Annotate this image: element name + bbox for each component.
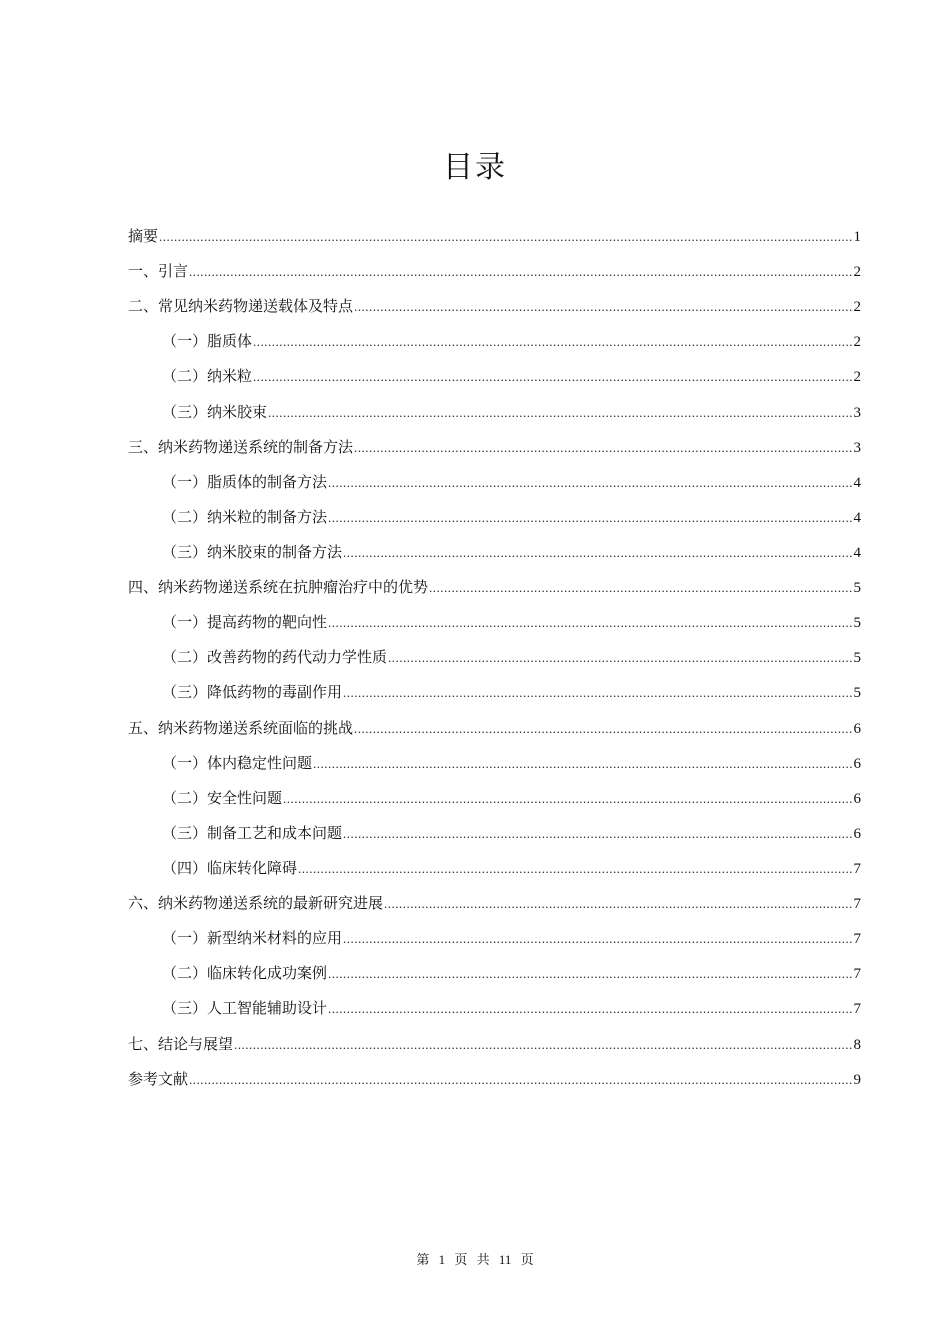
- toc-leader-dots: [343, 535, 852, 570]
- toc-leader-dots: [328, 956, 852, 991]
- toc-entry-page: 6: [853, 825, 861, 842]
- toc-entry-page: 5: [853, 580, 861, 597]
- toc-entry-title: （一）脂质体的制备方法: [162, 472, 328, 491]
- toc-entry[interactable]: [128, 746, 861, 781]
- toc-entry-title: （二）改善药物的药代动力学性质: [162, 648, 388, 667]
- toc-entry-page: 6: [853, 790, 861, 807]
- toc-entry-page: 3: [853, 404, 861, 421]
- toc-entry[interactable]: [128, 851, 861, 886]
- toc-entry[interactable]: [128, 1027, 861, 1062]
- toc-entry[interactable]: [128, 465, 861, 500]
- toc-entry[interactable]: [128, 535, 861, 570]
- toc-entry-title: （四）临床转化障碍: [162, 858, 298, 877]
- toc-entry-page: 5: [853, 615, 861, 632]
- toc-entry[interactable]: [128, 921, 861, 956]
- toc-entry[interactable]: [128, 991, 861, 1026]
- toc-entry-title: （一）脂质体: [162, 332, 253, 351]
- toc-entry-page: 7: [853, 966, 861, 983]
- toc-entry-page: 2: [853, 299, 861, 316]
- toc-leader-dots: [328, 605, 852, 640]
- toc-entry-page: 7: [853, 896, 861, 913]
- toc-leader-dots: [283, 781, 852, 816]
- toc-entry-title: （一）体内稳定性问题: [162, 753, 313, 772]
- toc-entry-page: 6: [853, 755, 861, 772]
- toc-entry[interactable]: [128, 1062, 861, 1097]
- toc-entry-title: （二）纳米粒的制备方法: [162, 507, 328, 526]
- toc-entry[interactable]: [128, 430, 861, 465]
- toc-leader-dots: [189, 1062, 852, 1097]
- toc-leader-dots: [253, 324, 852, 359]
- toc-entry-title: （二）临床转化成功案例: [162, 964, 328, 983]
- toc-leader-dots: [253, 359, 852, 394]
- toc-entry[interactable]: [128, 816, 861, 851]
- toc-entry[interactable]: [128, 570, 861, 605]
- page-title: 目录: [443, 150, 507, 185]
- toc-leader-dots: [328, 500, 852, 535]
- toc-entry-title: （二）纳米粒: [162, 367, 253, 386]
- toc-entry-title: （三）人工智能辅助设计: [162, 999, 328, 1018]
- toc-entry-page: 7: [853, 931, 861, 948]
- toc-leader-dots: [313, 746, 852, 781]
- toc-leader-dots: [354, 430, 852, 465]
- toc-leader-dots: [343, 816, 852, 851]
- toc-entry-page: 2: [853, 264, 861, 281]
- toc-entry-page: 3: [853, 439, 861, 456]
- toc-entry-title: （三）降低药物的毒副作用: [162, 683, 343, 702]
- toc-entry[interactable]: [128, 675, 861, 710]
- toc-leader-dots: [328, 991, 852, 1026]
- toc-entry-title: （一）提高药物的靶向性: [162, 613, 328, 632]
- toc-entry-page: 5: [853, 650, 861, 667]
- toc-entry-page: 9: [853, 1071, 861, 1088]
- toc-entry-title: 一、引言: [128, 262, 189, 281]
- toc-entry[interactable]: [128, 500, 861, 535]
- toc-entry[interactable]: [128, 324, 861, 359]
- page-footer: 第 1 页 共 11 页: [416, 1252, 534, 1267]
- toc-entry[interactable]: [128, 711, 861, 746]
- toc-entry[interactable]: [128, 956, 861, 991]
- toc-entry-title: 摘要: [128, 227, 159, 245]
- toc-entry[interactable]: [128, 359, 861, 394]
- table-of-contents: [128, 219, 861, 1097]
- toc-entry-page: 1: [853, 229, 861, 245]
- toc-entry-page: 7: [853, 860, 861, 877]
- toc-entry[interactable]: [128, 886, 861, 921]
- toc-entry[interactable]: [128, 640, 861, 675]
- toc-entry-title: 四、纳米药物递送系统在抗肿瘤治疗中的优势: [128, 578, 429, 597]
- toc-leader-dots: [159, 219, 852, 254]
- toc-entry-page: 8: [853, 1036, 861, 1053]
- toc-entry-page: 4: [853, 544, 861, 561]
- toc-entry-title: （三）纳米胶束: [162, 402, 268, 421]
- toc-entry[interactable]: [128, 781, 861, 816]
- toc-leader-dots: [189, 254, 852, 289]
- toc-entry[interactable]: [128, 289, 861, 324]
- toc-entry[interactable]: [128, 395, 861, 430]
- toc-entry[interactable]: [128, 219, 861, 254]
- toc-entry-title: 七、结论与展望: [128, 1034, 234, 1053]
- toc-entry-title: （二）安全性问题: [162, 788, 283, 807]
- toc-entry-page: 2: [853, 369, 861, 386]
- toc-entry-title: 六、纳米药物递送系统的最新研究进展: [128, 894, 384, 913]
- toc-entry-page: 4: [853, 474, 861, 491]
- toc-leader-dots: [354, 711, 852, 746]
- toc-entry[interactable]: [128, 254, 861, 289]
- toc-entry-page: 2: [853, 334, 861, 351]
- toc-leader-dots: [343, 675, 852, 710]
- toc-leader-dots: [354, 289, 852, 324]
- toc-leader-dots: [234, 1027, 852, 1062]
- toc-entry[interactable]: [128, 605, 861, 640]
- toc-entry-page: 5: [853, 685, 861, 702]
- toc-entry-title: （一）新型纳米材料的应用: [162, 929, 343, 948]
- toc-leader-dots: [343, 921, 852, 956]
- toc-leader-dots: [388, 640, 852, 675]
- toc-entry-title: 三、纳米药物递送系统的制备方法: [128, 437, 354, 456]
- toc-entry-title: 五、纳米药物递送系统面临的挑战: [128, 718, 354, 737]
- toc-entry-title: 参考文献: [128, 1069, 189, 1088]
- toc-leader-dots: [268, 395, 852, 430]
- toc-leader-dots: [298, 851, 852, 886]
- toc-entry-page: 4: [853, 509, 861, 526]
- toc-entry-title: 二、常见纳米药物递送载体及特点: [128, 297, 354, 316]
- toc-leader-dots: [384, 886, 852, 921]
- toc-entry-page: 7: [853, 1001, 861, 1018]
- toc-entry-page: 6: [853, 720, 861, 737]
- toc-entry-title: （三）纳米胶束的制备方法: [162, 542, 343, 561]
- toc-entry-title: （三）制备工艺和成本问题: [162, 823, 343, 842]
- toc-leader-dots: [328, 465, 852, 500]
- toc-leader-dots: [429, 570, 852, 605]
